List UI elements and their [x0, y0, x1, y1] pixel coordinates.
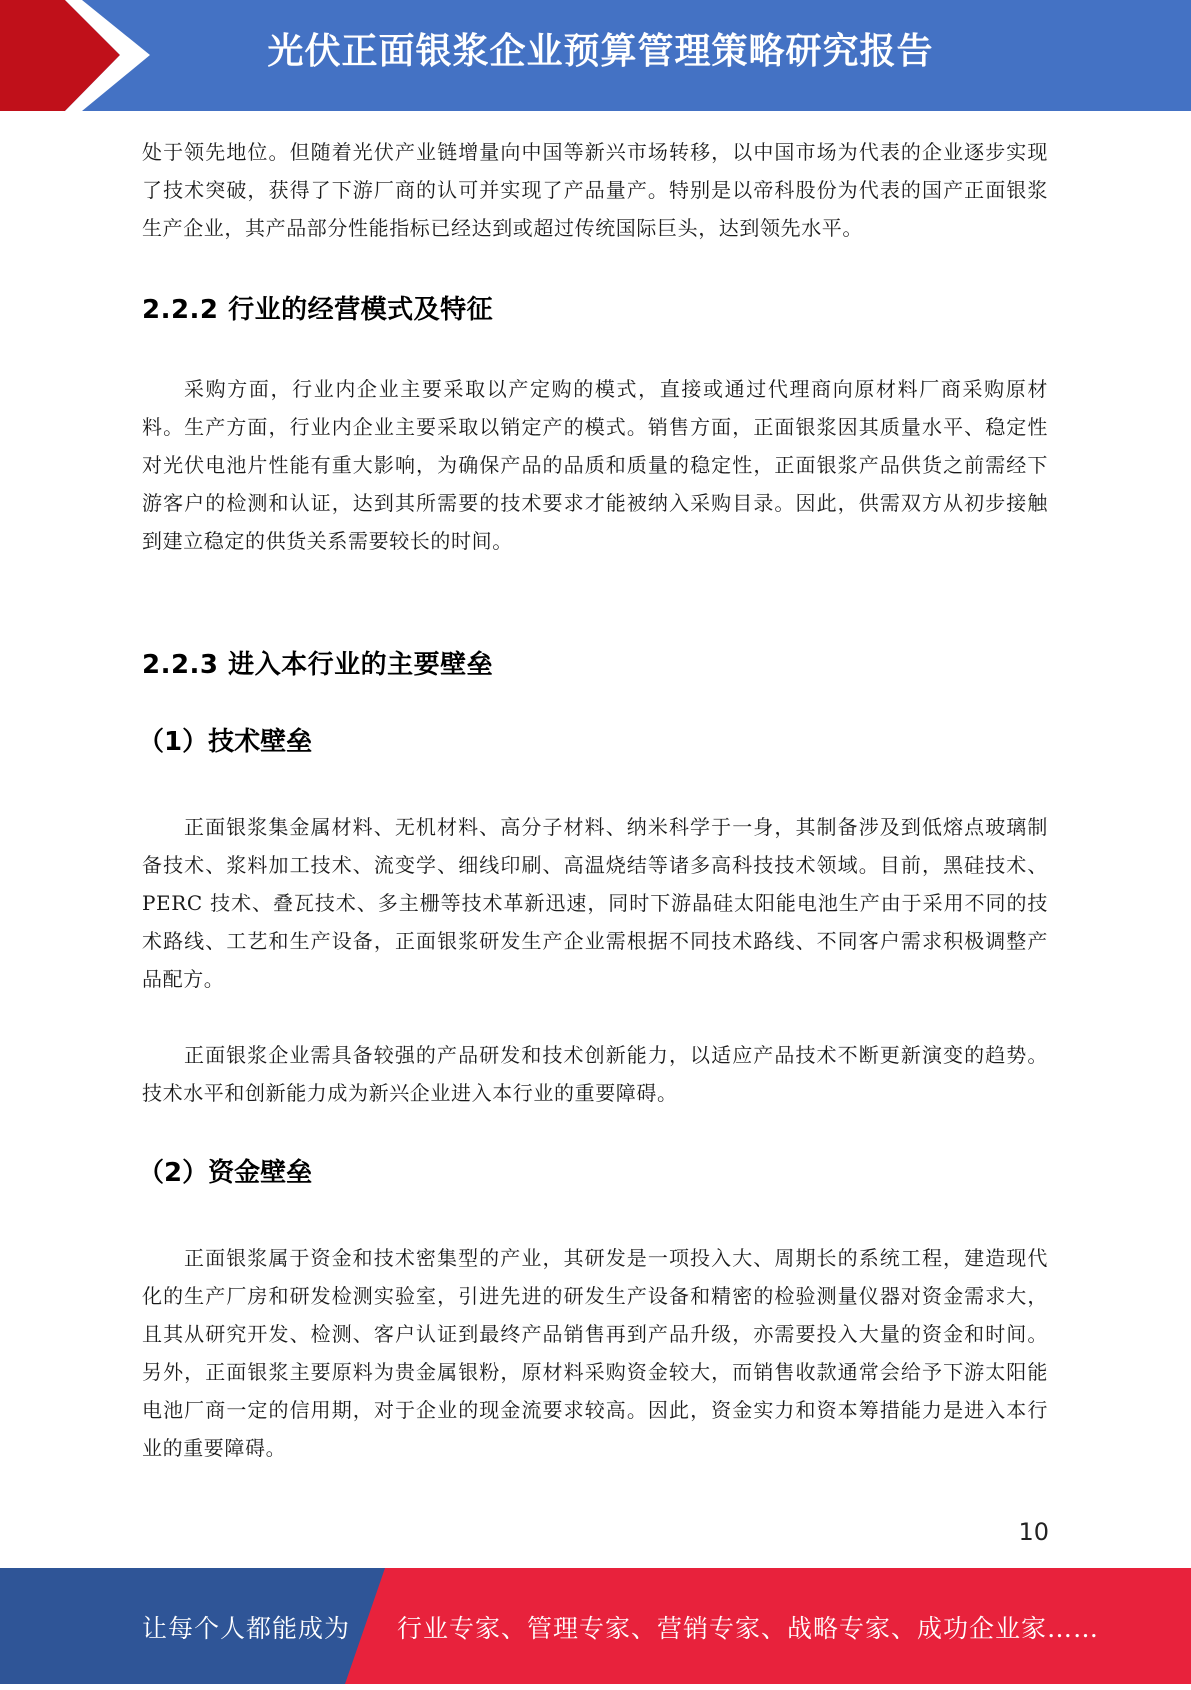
- header-chevron-decoration: [0, 0, 150, 111]
- section-heading-2-2-2: 2.2.2 行业的经营模式及特征: [142, 295, 494, 325]
- tech-barrier-paragraph-2: 正面银浆企业需具备较强的产品研发和技术创新能力，以适应产品技术不断更新演变的趋势。技术水平和创新能力成为新兴企业进入本行业的重要障碍。: [142, 1043, 1048, 1105]
- tech-barrier-paragraph-1: 正面银浆集金属材料、无机材料、高分子材料、纳米科学于一身，其制备涉及到低熔点玻璃制备技术、浆料加工技术、流变学、细线印刷、高温烧结等诸多高科技技术领域。目前，黑硅技术、PERC 技术、叠瓦技术、多主栅等技术革新迅速，同时下游晶硅太阳能电池生产由于采用不同的技术路线、工艺和生产设备，正面银浆研发生产企业需根据不同技术路线、不同客户需求积极调整产品配方。: [142, 815, 1048, 991]
- footer-slogan-right: 行业专家、管理专家、营销专家、战略专家、成功企业家……: [397, 1614, 1100, 1643]
- page-number: 10: [1018, 1518, 1049, 1546]
- section-2-2-2-paragraph: 采购方面，行业内企业主要采取以产定购的模式，直接或通过代理商向原材料厂商采购原材料。生产方面，行业内企业主要采取以销定产的模式。销售方面，正面银浆因其质量水平、稳定性对光伏电池片性能有重大影响，为确保产品的品质和质量的稳定性，正面银浆产品供货之前需经下游客户的检测和认证，达到其所需要的技术要求才能被纳入采购目录。因此，供需双方从初步接触到建立稳定的供货关系需要较长的时间。: [142, 377, 1048, 553]
- report-title: 光伏正面银浆企业预算管理策略研究报告: [267, 31, 934, 72]
- page-content: [138, 133, 1048, 1467]
- capital-barrier-paragraph: 正面银浆属于资金和技术密集型的产业，其研发是一项投入大、周期长的系统工程，建造现代化的生产厂房和研发检测实验室，引进先进的研发生产设备和精密的检验测量仪器对资金需求大，且其从研究开发、检测、客户认证到最终产品销售再到产品升级，亦需要投入大量的资金和时间。另外，正面银浆主要原料为贵金属银粉，原材料采购资金较大，而销售收款通常会给予下游太阳能电池厂商一定的信用期，对于企业的现金流要求较高。因此，资金实力和资本筹措能力是进入本行业的重要障碍。: [142, 1246, 1048, 1460]
- header-bar: [0, 0, 1191, 111]
- subheading-capital-barrier: （2）资金壁垒: [138, 1158, 313, 1188]
- intro-paragraph: 处于领先地位。但随着光伏产业链增量向中国等新兴市场转移，以中国市场为代表的企业逐步实现了技术突破，获得了下游厂商的认可并实现了产品量产。特别是以帝科股份为代表的国产正面银浆生产企业，其产品部分性能指标已经达到或超过传统国际巨头，达到领先水平。: [142, 140, 1048, 240]
- footer-slogan-left: 让每个人都能成为: [142, 1614, 351, 1643]
- section-heading-2-2-3: 2.2.3 进入本行业的主要壁垒: [142, 650, 494, 680]
- footer-banner: [0, 1568, 1191, 1684]
- subheading-tech-barrier: （1）技术壁垒: [138, 727, 313, 757]
